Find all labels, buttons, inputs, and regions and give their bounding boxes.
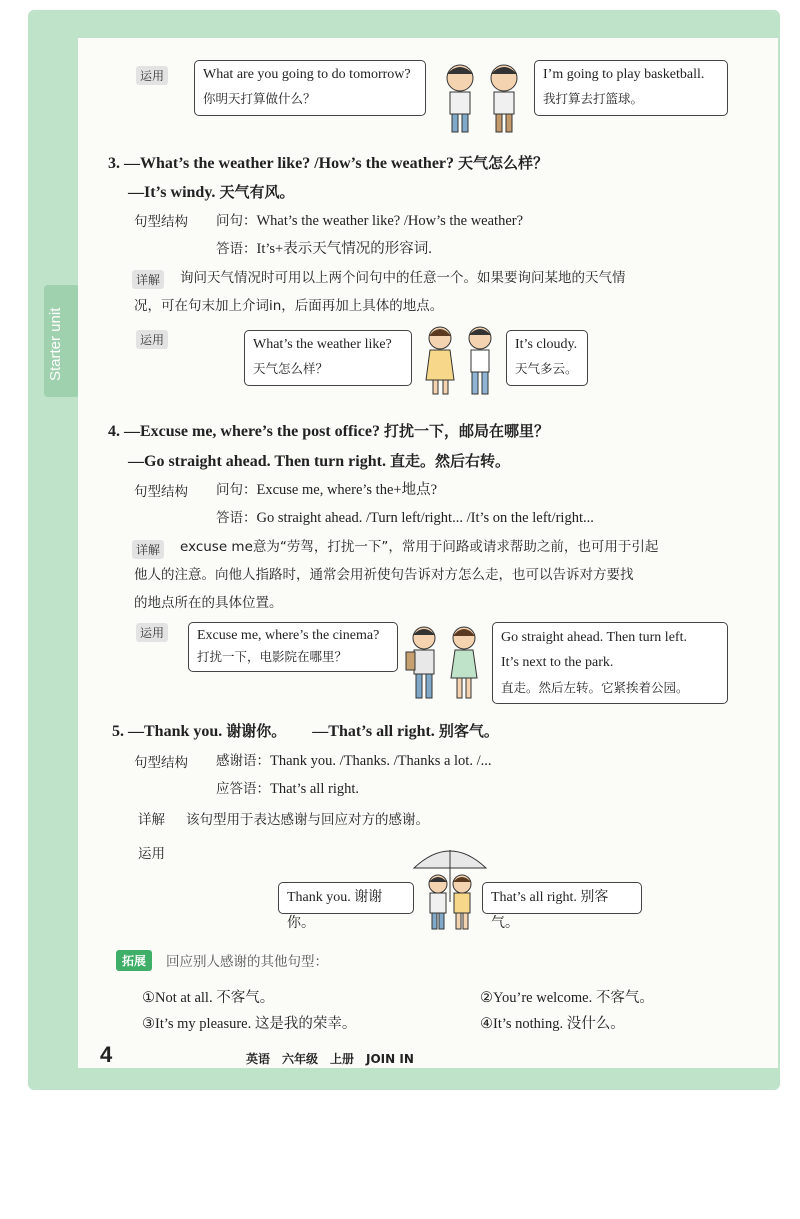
s3-structure-label: 句型结构 [134, 214, 188, 230]
s4-explain-line-2: 他人的注意。向他人指路时，通常会用祈使句告诉对方怎么走，也可以告诉对方要找 [134, 567, 634, 583]
umbrella-kids-illustration [410, 842, 490, 934]
expand-item-1: ①Not at all. 不客气。 [142, 990, 275, 1006]
s4-dialog-q-en: Excuse me, where’s the cinema? [197, 628, 380, 643]
s5-title-cn1: 谢谢你。 [226, 722, 287, 740]
s4-a-label: 答语： [216, 510, 257, 526]
s5-title [112, 720, 499, 741]
s4-explain-line-1: excuse me意为“劳驾，打扰一下”，常用于问路或请求帮助之前，也可用于引起 [180, 539, 659, 555]
boy-girl-directions-illustration [402, 622, 488, 704]
s5-usage-tag: 运用 [138, 846, 165, 862]
s4-a-text: Go straight ahead. /Turn left/right... /It’s on the left/right... [256, 510, 594, 526]
s3-dialog-q-cn: 天气怎么样？ [253, 361, 329, 376]
top-answer-cn: 我打算去打篮球。 [543, 91, 644, 106]
s3-q-label: 问句： [216, 213, 257, 229]
s4-q-label: 问句： [216, 482, 257, 498]
s3-title [108, 152, 548, 173]
s5-question-line [216, 749, 492, 770]
s5-left-bubble: Thank you. 谢谢你。 [278, 882, 414, 914]
s5-a-text: That’s all right. [270, 781, 359, 797]
s3-dialog-q-en: What’s the weather like? [253, 337, 392, 352]
s4-structure-label: 句型结构 [134, 484, 188, 500]
s4-question-bubble [188, 622, 398, 672]
top-question-en: What are you going to do tomorrow? [203, 67, 411, 82]
s3-explain-line-2: 况，可在句末加上介词in，后面再加上具体的地点。 [134, 298, 444, 314]
s3-answer-bubble [506, 330, 588, 386]
expand-item-3: ③It’s my pleasure. 这是我的荣幸。 [142, 1016, 357, 1032]
s4-explain-line-3: 的地点所在的具体位置。 [134, 595, 283, 611]
expand-item-2: ②You’re welcome. 不客气。 [480, 990, 654, 1006]
two-boys-illustration [432, 58, 532, 136]
s3-question-line [216, 209, 523, 230]
s5-title-en2: —That’s all right. [312, 723, 435, 740]
s3-dialog-a-en: It’s cloudy. [515, 337, 578, 352]
s3-explain-line-1: 询问天气情况时可用以上两个问句中的任意一个。如果要询问某地的天气情 [180, 270, 626, 286]
s4-usage-tag: 运用 [136, 623, 168, 642]
s3-title-en: 3. —What’s the weather like? /How’s the weather? [108, 155, 455, 172]
s5-structure-label: 句型结构 [134, 755, 188, 771]
s4-answer-cn: 直走。然后右转。 [389, 452, 510, 470]
s4-answer [128, 450, 510, 471]
s3-dialog-a-cn: 天气多云。 [515, 361, 578, 376]
top-answer-bubble [534, 60, 728, 116]
s5-explain-tag: 详解 [138, 812, 165, 828]
s4-title-en: 4. —Excuse me, where’s the post office? [108, 423, 380, 440]
s3-title-cn: 天气怎么样？ [458, 154, 549, 172]
s3-q-text: What’s the weather like? /How’s the weather? [256, 213, 524, 229]
expand-item-4: ④It’s nothing. 没什么。 [480, 1016, 625, 1032]
s3-answer-en: —It’s windy. [128, 184, 216, 201]
s4-question-line [216, 478, 437, 499]
expand-tag: 拓展 [116, 950, 152, 971]
s3-answer-line [216, 237, 432, 258]
usage-tag: 运用 [136, 66, 168, 85]
s3-usage-tag: 运用 [136, 330, 168, 349]
s3-answer [128, 181, 294, 202]
s5-a-label: 应答语： [216, 781, 270, 797]
s4-dialog-a-en1: Go straight ahead. Then turn left. [501, 630, 687, 645]
s4-answer-line [216, 506, 594, 527]
s3-explain-tag: 详解 [132, 270, 164, 289]
s4-answer-en: —Go straight ahead. Then turn right. [128, 453, 386, 470]
s3-answer-cn: 天气有风。 [219, 183, 295, 201]
s4-title [108, 420, 549, 441]
s4-explain-tag: 详解 [132, 540, 164, 559]
s5-q-text: Thank you. /Thanks. /Thanks a lot. /... [270, 753, 492, 769]
s3-a-text: It’s+表示天气情况的形容词. [256, 241, 432, 257]
s4-q-text: Excuse me, where’s the+地点? [256, 482, 438, 498]
s5-title-cn2: 别客气。 [438, 722, 499, 740]
s5-answer-line [216, 777, 359, 798]
s5-title-en1: 5. —Thank you. [112, 723, 223, 740]
page-number: 4 [100, 1042, 113, 1067]
s5-right-bubble: That’s all right. 别客气。 [482, 882, 642, 914]
side-tab-label: Starter unit [47, 307, 64, 381]
s3-question-bubble [244, 330, 412, 386]
s4-dialog-q-cn: 打扰一下，电影院在哪里？ [197, 649, 348, 664]
top-answer-en: I’m going to play basketball. [543, 67, 705, 82]
top-question-cn: 你明天打算做什么？ [203, 91, 316, 106]
girl-boy-illustration [416, 322, 504, 398]
side-tab [44, 285, 80, 397]
s5-q-label: 感谢语： [216, 753, 270, 769]
footer-text: 英语 六年级 上册 JOIN IN [246, 1052, 414, 1066]
s4-dialog-a-en2: It’s next to the park. [501, 655, 614, 670]
s3-a-label: 答语： [216, 241, 257, 257]
s4-dialog-a-cn: 直走。然后左转。它紧挨着公园。 [501, 680, 689, 695]
s4-title-cn: 打扰一下，邮局在哪里？ [383, 422, 549, 440]
s4-answer-bubble [492, 622, 728, 704]
expand-intro: 回应别人感谢的其他句型： [166, 954, 328, 970]
top-question-bubble [194, 60, 426, 116]
s5-explain-line-1: 该句型用于表达感谢与回应对方的感谢。 [186, 812, 429, 828]
